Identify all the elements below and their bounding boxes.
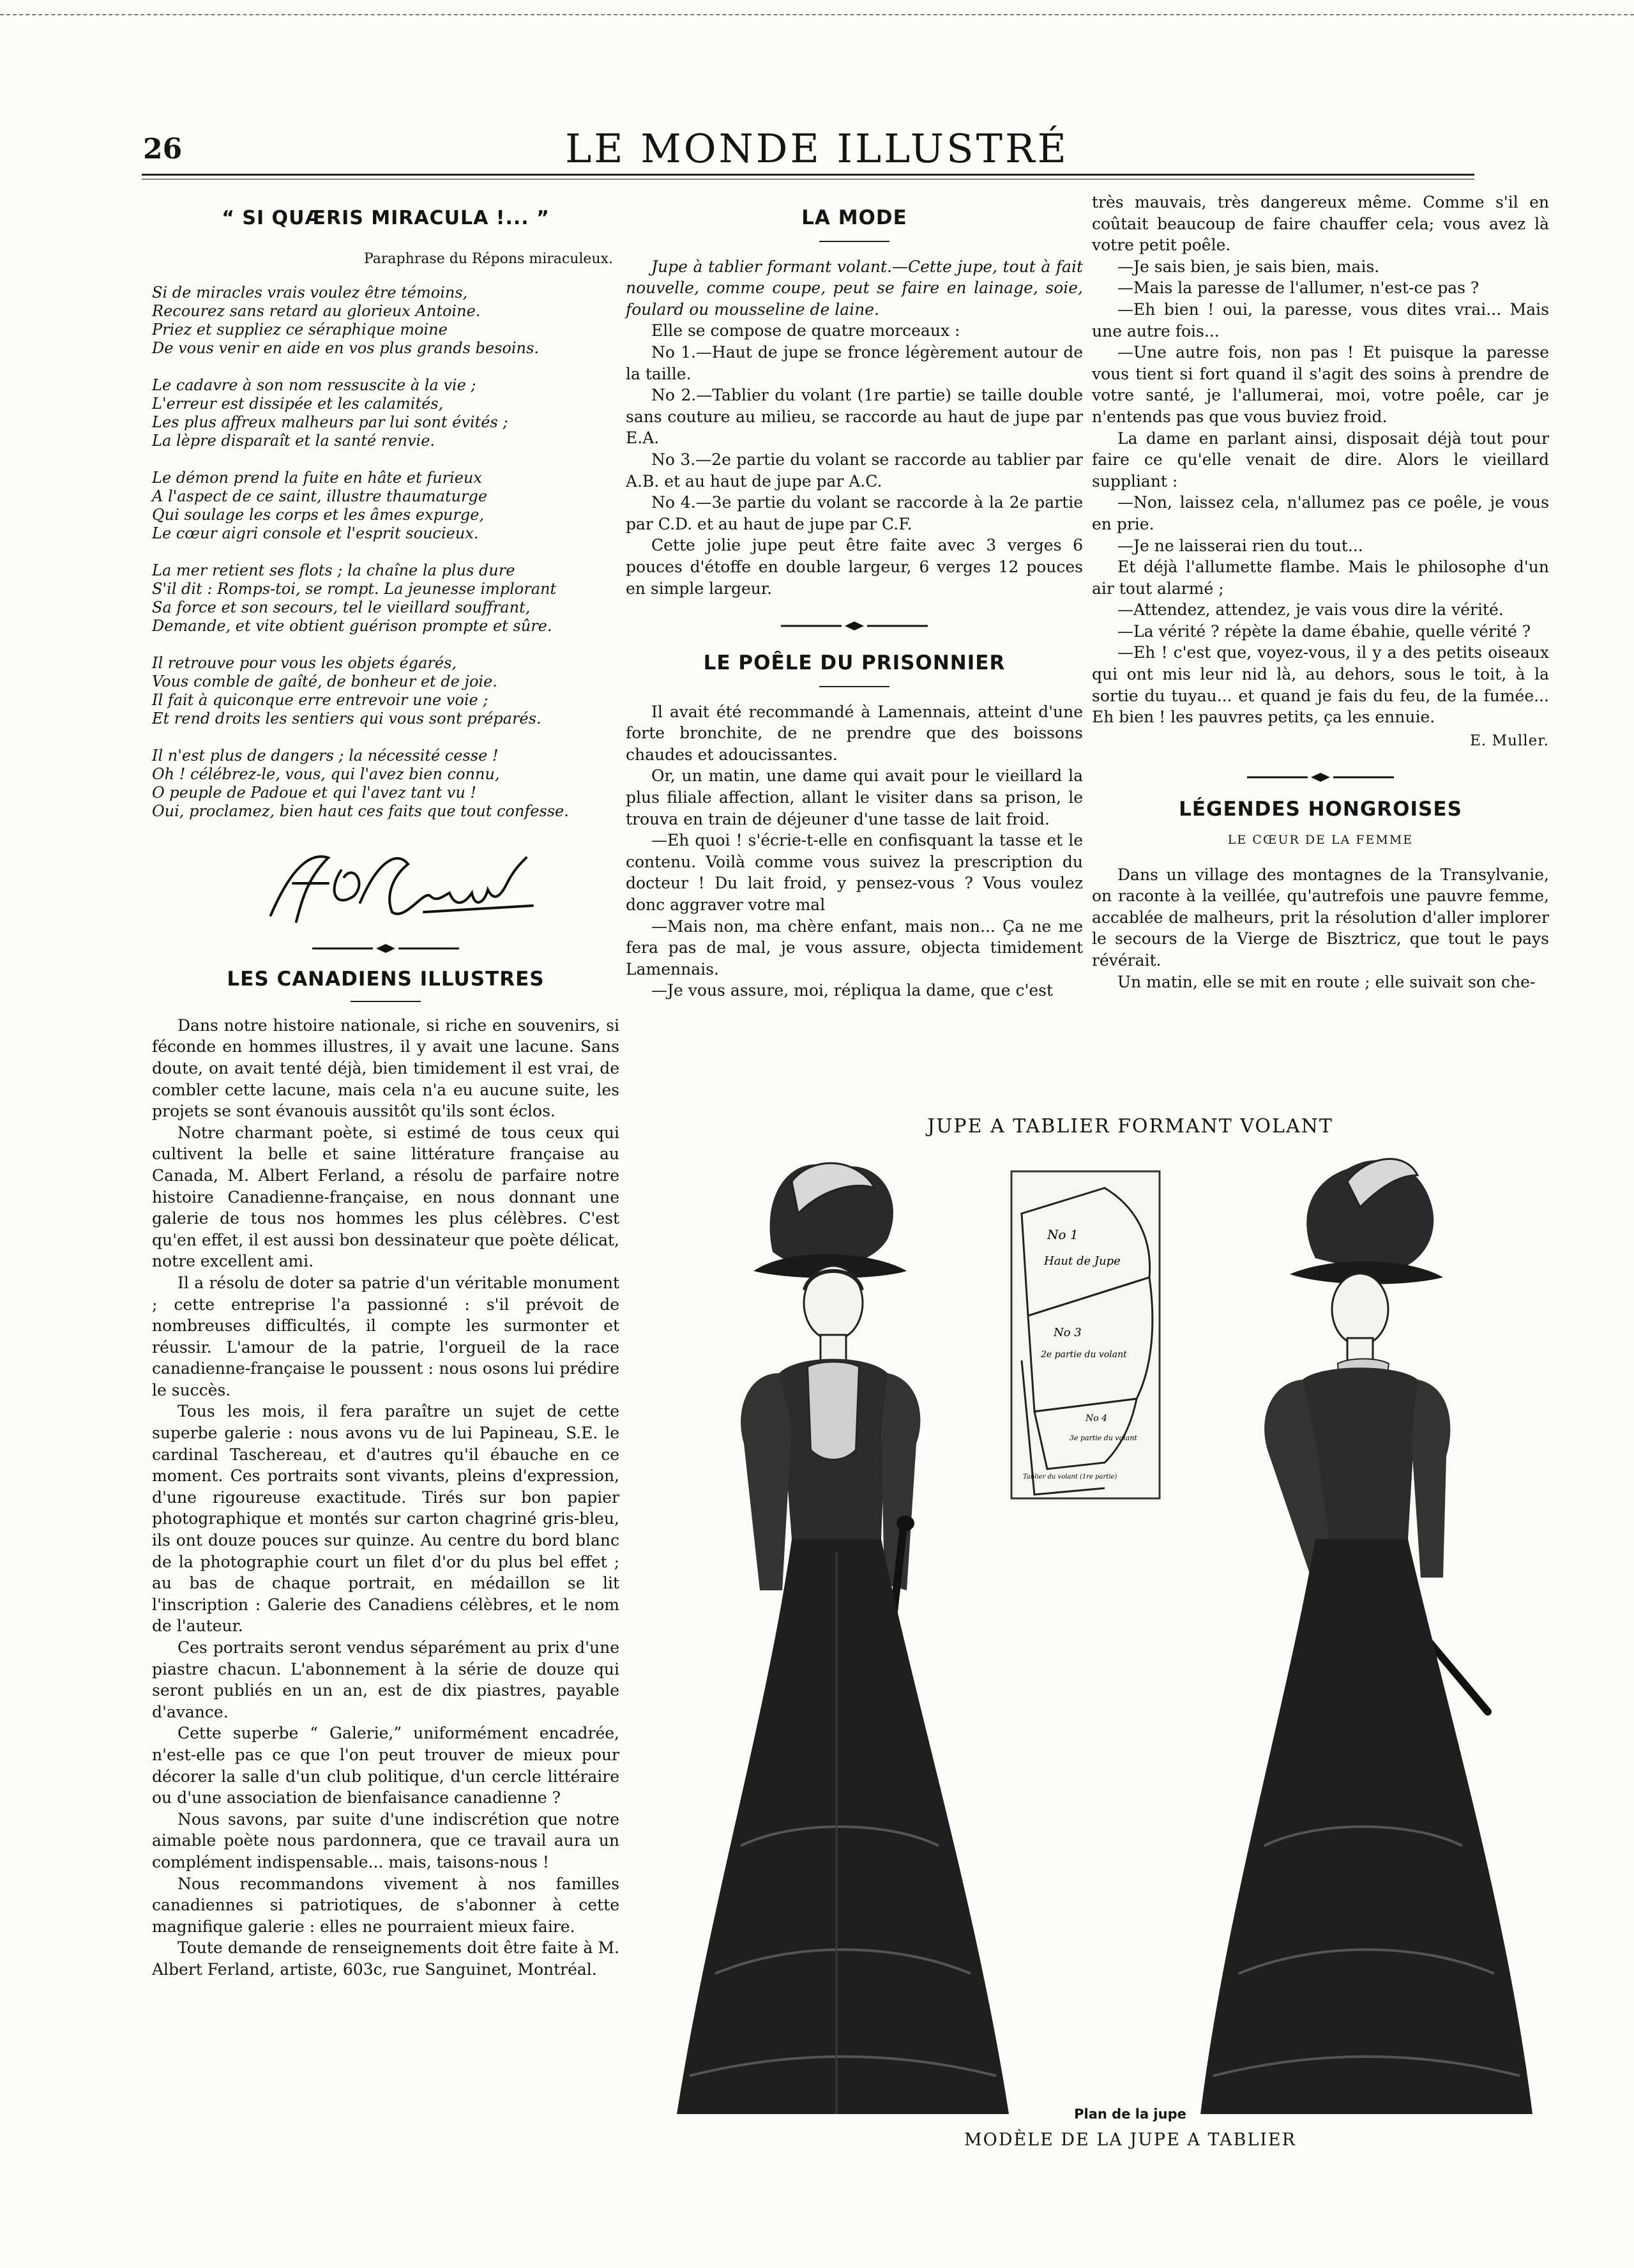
poem-stanza	[152, 284, 619, 358]
mode-paragraph: No 3.—2e partie du volant se raccorde au tablier par A.B. et au haut de jupe par A.C.	[626, 450, 1083, 491]
poem-line: Et rend droits les sentiers qui vous sont préparés.	[152, 710, 541, 728]
canadiens-paragraph: Dans notre histoire nationale, si riche en souvenirs, si féconde en hommes illustres, il y avait une lacune. Sans doute, on avait tenté déjà, bien timidement il est vrai, de combler cette lacune, mais cela n'a eu aucune suite, les projets se sont évanouis aussitôt qu'ils sont éclos.	[152, 1016, 619, 1121]
section-ornament	[312, 943, 459, 954]
poele-paragraph: —Attendez, attendez, je vais vous dire la vérité.	[1117, 600, 1504, 620]
canadiens-title: LES CANADIENS ILLUSTRES	[227, 968, 545, 991]
mode-paragraph: Cette jolie jupe peut être faite avec 3 verges 6 pouces d'étoffe en double largeur, 6 verges 12 pouces en simple largeur.	[626, 536, 1083, 598]
poele-paragraph: —La vérité ? répète la dame ébahie, quelle vérité ?	[1117, 621, 1531, 641]
poele-paragraph: La dame en parlant ainsi, disposait déjà tout pour faire ce qu'elle venait de dire. Alors le vieillard suppliant :	[1092, 429, 1549, 491]
mode-paragraph: Jupe à tablier formant volant.—Cette jupe, tout à fait nouvelle, comme coupe, peut se faire en lainage, soie, foulard ou mousseline de laine.	[626, 257, 1083, 319]
poem-stanza	[152, 561, 619, 635]
poele-paragraph: —Non, laissez cela, n'allumez pas ce poêle, je vous en prie.	[1092, 493, 1549, 533]
poele-paragraph: très mauvais, très dangereux même. Comme s'il en coûtait beaucoup de faire chauffer cela; vous avez là votre petit poêle.	[1092, 193, 1549, 255]
poem-line: A l'aspect de ce saint, illustre thaumaturge	[152, 487, 488, 506]
poem-line: L'erreur est dissipée et les calamités,	[152, 395, 444, 413]
poem-line: Oh ! célébrez-le, vous, qui l'avez bien connu,	[152, 765, 500, 784]
poem-stanza	[152, 376, 619, 450]
canadiens-paragraph: Toute demande de renseignements doit être faite à M. Albert Ferland, artiste, 603c, rue Sanguinet, Montréal.	[152, 1938, 619, 1979]
poem-line: Qui soulage les corps et les âmes expurge,	[152, 506, 485, 524]
poele-paragraph: —Eh quoi ! s'écrie-t-elle en confisquant la tasse et le contenu. Voilà comme vous suivez la prescription du docteur ! Du lait froid, y pensez-vous ? Vous voulez donc aggraver votre mal	[626, 831, 1083, 915]
legendes-paragraph: Dans un village des montagnes de la Transylvanie, on raconte à la veillée, qu'autrefois une pauvre femme, accablée de malheurs, prit la résolution d'aller implorer le secours de la Vierge de Bisztricz, que tout le pays révérait.	[1092, 865, 1549, 970]
canadiens-paragraph: Ces portraits seront vendus séparément au prix d'une piastre chacun. L'abonnement à la série de douze qui seront publiés en un an, est de dix piastres, payable d'avance.	[152, 1638, 619, 1721]
poem-line: La lèpre disparaît et la santé renvie.	[152, 432, 435, 450]
mode-paragraph: No 1.—Haut de jupe se fronce légèrement autour de la taille.	[626, 342, 1083, 383]
pattern-label: Haut de Jupe	[1044, 1254, 1121, 1268]
poem-line: S'il dit : Romps-toi, se rompt. La jeunesse implorant	[152, 580, 557, 598]
poem-line: O peuple de Padoue et qui l'avez tant vu !	[152, 784, 477, 802]
poele-paragraph: —Eh bien ! oui, la paresse, vous dites vrai... Mais une autre fois...	[1092, 300, 1549, 340]
canadiens-paragraph: Notre charmant poète, si estimé de tous ceux qui cultivent la belle et saine littérature française au Canada, M. Albert Ferland, a résolu de parfaire notre histoire Canadienne-française, en nous donnant une galerie de tous nos hommes les plus célèbres. C'est qu'en effet, il est aussi bon dessinateur que poète délicat, notre excellent ami.	[152, 1123, 619, 1271]
column-2	[626, 208, 1083, 1001]
poem-line: Sa force et son secours, tel le vieillard souffrant,	[152, 598, 531, 617]
poem-line: Le cadavre à son nom ressuscite à la vie ;	[152, 376, 476, 395]
canadiens-paragraph: Nous savons, par suite d'une indiscrétion que notre aimable poète nous pardonnera, que ce travail aura un complément indispensable... mais, taisons-nous !	[152, 1809, 619, 1871]
fashion-figure-left	[664, 1143, 1022, 2127]
column-3	[1092, 192, 1549, 993]
header-rule	[142, 174, 1474, 176]
masthead: LE MONDE ILLUSTRÉ	[565, 125, 1069, 172]
poem-line: Les plus affreux malheurs par lui sont évités ;	[152, 413, 508, 432]
poem-line: Oui, proclamez, bien haut ces faits que tout confesse.	[152, 802, 569, 821]
fashion-figure-right	[1188, 1143, 1545, 2127]
section-ornament	[1247, 772, 1394, 782]
section-ornament	[781, 621, 928, 631]
poele-paragraph: —Une autre fois, non pas ! Et puisque la paresse vous tient si fort quand il s'agit des soins à prendre de votre santé, je l'allumerai, moi, votre poêle, car je n'entends pas que vous buviez froid.	[1092, 343, 1549, 426]
poem-subtitle: Paraphrase du Répons miraculeux.	[363, 250, 613, 267]
model-caption: MODÈLE DE LA JUPE A TABLIER	[964, 2130, 1296, 2150]
column-1	[152, 208, 619, 1981]
poem-stanza	[152, 747, 619, 821]
pattern-label: 2e partie du volant	[1041, 1350, 1127, 1360]
poem-line: Vous comble de gaîté, de bonheur et de joie.	[152, 673, 497, 691]
title-underline	[351, 1001, 421, 1002]
poem-line: La mer retient ses flots ; la chaîne la plus dure	[152, 561, 515, 580]
poem-stanza	[152, 654, 619, 728]
pattern-label: No 1	[1047, 1227, 1078, 1242]
poem-line: Il retrouve pour vous les objets égarés,	[152, 654, 457, 673]
poele-paragraph: —Eh ! c'est que, voyez-vous, il y a des petits oiseaux qui ont mis leur nid là, au dehors, sous le toit, à la sortie du tuyau... et quand je fais du feu, de la fumée... Eh bien ! les pauvres petits, ça les ennuie.	[1092, 643, 1549, 727]
pattern-label: 3e partie du volant	[1070, 1434, 1137, 1442]
poem-line: Le démon prend la fuite en hâte et furieux	[152, 469, 482, 487]
poele-paragraph: Il avait été recommandé à Lamennais, atteint d'une forte bronchite, de ne prendre que des boissons chaudes et adoucissantes.	[626, 702, 1083, 764]
canadiens-paragraph: Cette superbe “ Galerie,” uniformément encadrée, n'est-elle pas ce que l'on peut trouver de mieux pour décorer la salle d'un club politique, d'un cercle littéraire ou d'une association de bienfaisance canadienne ?	[152, 1724, 619, 1808]
poele-paragraph: Or, un matin, une dame qui avait pour le vieillard la plus filiale affection, allant le visiter dans sa prison, le trouva en train de déjeuner d'une tasse de lait froid.	[626, 766, 1083, 828]
poele-paragraph: Et déjà l'allumette flambe. Mais le philosophe d'un air tout alarmé ;	[1092, 558, 1549, 598]
title-underline	[819, 686, 889, 687]
top-border	[0, 14, 1634, 15]
mode-paragraph: No 4.—3e partie du volant se raccorde à la 2e partie par C.D. et au haut de jupe par C.F.	[626, 493, 1083, 533]
mode-paragraph: Elle se compose de quatre morceaux :	[651, 321, 960, 340]
poem-line: Il n'est plus de dangers ; la nécessité cesse !	[152, 747, 499, 765]
pattern-label: Tablier du volant (1re partie)	[1023, 1473, 1117, 1480]
pattern-label: No 4	[1086, 1413, 1108, 1424]
skirt-pattern-diagram	[1009, 1169, 1162, 1501]
canadiens-paragraph: Il a résolu de doter sa patrie d'un véritable monument ; cette entreprise l'a passionné : s'il prévoit de nombreuses difficultés, il compte les surmonter et réussir. L'amour de la patrie, l'orgueil de la race canadienne-française le poussent : nous osons lui prédire le succès.	[152, 1273, 619, 1399]
poem-line: Le cœur aigri console et l'esprit soucieux.	[152, 524, 479, 543]
illustration-heading: JUPE A TABLIER FORMANT VOLANT	[927, 1115, 1333, 1138]
pattern-label: No 3	[1054, 1326, 1082, 1339]
title-underline	[819, 241, 889, 242]
poem-line: Il fait à quiconque erre entrevoir une voie ;	[152, 691, 488, 710]
poele-title: LE POÊLE DU PRISONNIER	[703, 651, 1006, 675]
legendes-paragraph: Un matin, elle se mit en route ; elle suivait son che-	[1117, 972, 1536, 991]
poem-line: Si de miracles vrais voulez être témoins,	[152, 284, 468, 302]
plan-caption: Plan de la jupe	[1074, 2106, 1186, 2122]
poem-line: Recourez sans retard au glorieux Antoine.	[152, 302, 481, 321]
poele-paragraph: —Je ne laisserai rien du tout...	[1117, 536, 1363, 555]
poem-line: De vous venir en aide en vos plus grands besoins.	[152, 339, 539, 358]
legendes-title: LÉGENDES HONGROISES	[1179, 798, 1462, 821]
poem-line: Priez et suppliez ce séraphique moine	[152, 321, 448, 339]
mode-title: LA MODE	[801, 206, 907, 229]
canadiens-paragraph: Nous recommandons vivement à nos familles canadiennes si patriotiques, de s'abonner à cette magnifique galerie : elles ne pourraient mieux faire.	[152, 1874, 619, 1936]
poele-paragraph: —Je vous assure, moi, répliqua la dame, que c'est	[651, 981, 1054, 1000]
poele-paragraph: —Mais la paresse de l'allumer, n'est-ce pas ?	[1117, 278, 1479, 298]
page-number: 26	[143, 133, 183, 165]
poele-paragraph: —Je sais bien, je sais bien, mais.	[1117, 257, 1380, 276]
handwritten-signature	[232, 832, 539, 934]
mode-paragraph: No 2.—Tablier du volant (1re partie) se taille double sans couture au milieu, se raccorde au haut de jupe par E.A.	[626, 386, 1083, 448]
poem-title: “ SI QUÆRIS MIRACULA !... ”	[222, 207, 550, 229]
legendes-subtitle: LE CŒUR DE LA FEMME	[1227, 833, 1414, 848]
author-signature: E. Muller.	[1470, 732, 1549, 749]
poele-paragraph: —Mais non, ma chère enfant, mais non... Ça ne me fera pas de mal, je vous assure, objecta timidement Lamennais.	[626, 917, 1083, 978]
poem-body	[152, 284, 619, 821]
poem-line: Demande, et vite obtient guérison prompte et sûre.	[152, 617, 552, 635]
canadiens-paragraph: Tous les mois, il fera paraître un sujet de cette superbe galerie : nous avons vu de lui Papineau, S.E. le cardinal Taschereau, et d'autres qu'il ébauche en ce moment. Ces portraits sont vivants, pleins d'expression, d'une rigoureuse exactitude. Tirés sur bon papier photographique et montés sur carton chagriné gris-bleu, ils ont douze pouces sur quinze. Au centre du bord blanc de la photographie court un filet d'or du plus bel effet ; au bas de chaque portrait, en médaillon se lit l'inscription : Galerie des Canadiens célèbres, et le nom de l'auteur.	[152, 1402, 619, 1636]
poem-stanza	[152, 469, 619, 543]
